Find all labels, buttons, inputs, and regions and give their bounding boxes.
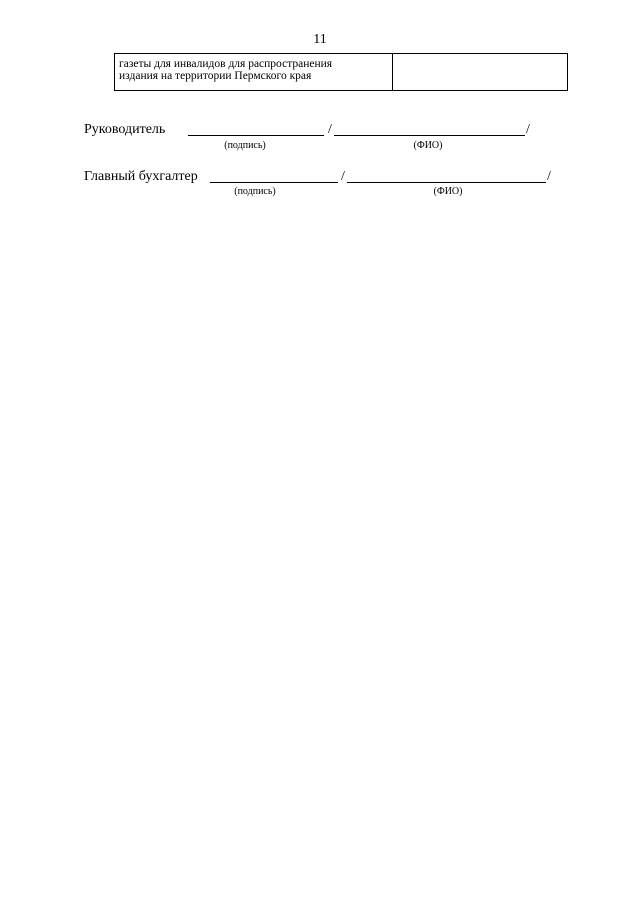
head-end-slash: / [526, 122, 530, 137]
head-label: Руководитель [84, 122, 166, 137]
head-signature-caption: (подпись) [224, 140, 266, 151]
chief-accountant-name-caption: (ФИО) [433, 186, 463, 197]
head-signature-line[interactable] [188, 135, 324, 136]
table [114, 53, 568, 91]
head-name-line[interactable] [334, 135, 525, 136]
page-number: 11 [313, 32, 327, 47]
table-cell-empty [393, 54, 567, 90]
head-slash: / [328, 122, 332, 137]
table-cell-text-line-2: издания на территории Пермского края [119, 70, 312, 82]
chief-accountant-signature-caption: (подпись) [234, 186, 276, 197]
chief-accountant-name-line[interactable] [347, 182, 546, 183]
head-name-caption: (ФИО) [413, 140, 443, 151]
chief-accountant-label: Главный бухгалтер [84, 169, 198, 184]
table-cell-description [115, 54, 393, 90]
chief-accountant-end-slash: / [547, 169, 551, 184]
chief-accountant-slash: / [341, 169, 345, 184]
chief-accountant-signature-line[interactable] [210, 182, 338, 183]
table-cell-text-line-1: газеты для инвалидов для распространения [119, 58, 333, 70]
